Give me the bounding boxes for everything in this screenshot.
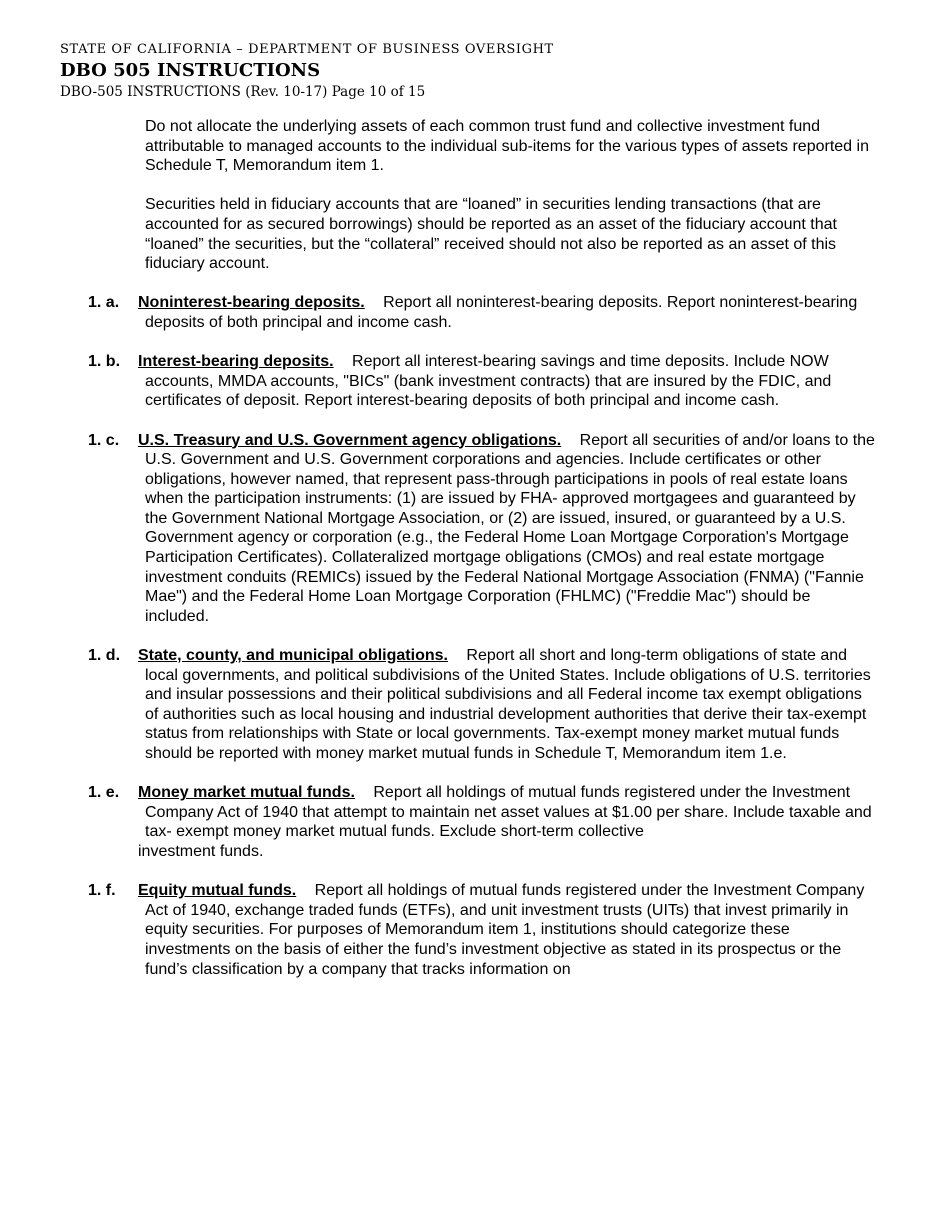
instruction-item-1b bbox=[88, 352, 875, 411]
item-heading: U.S. Treasury and U.S. Government agency obligations. bbox=[138, 431, 562, 449]
item-number: 1. d. bbox=[88, 647, 121, 665]
intro-paragraph: Do not allocate the underlying assets of each common trust fund and collective investment fund attributable to managed accounts to the individual sub-items for the various types of assets reported in Schedule T, Memorandum item 1. bbox=[145, 118, 869, 175]
instructions-body bbox=[0, 117, 950, 999]
item-number: 1. c. bbox=[88, 431, 120, 449]
item-text: Report all noninterest-bearing deposits. Report noninterest-bearing deposits of both principal and income cash. bbox=[145, 294, 858, 331]
item-text-tail: investment funds. bbox=[138, 842, 264, 860]
item-text: Report all interest-bearing savings and time deposits. Include NOW accounts, MMDA accounts, "BICs" (bank investment contracts) that are insured by the FDIC, and certificates of deposit. Report interest-bearing deposits of both principal and income cash. bbox=[145, 353, 832, 410]
item-number: 1. a. bbox=[88, 294, 120, 312]
document-title: DBO 505 INSTRUCTIONS bbox=[60, 60, 321, 81]
item-heading: Money market mutual funds. bbox=[138, 784, 355, 802]
item-heading: Noninterest-bearing deposits. bbox=[138, 294, 365, 312]
agency-name: STATE OF CALIFORNIA – DEPARTMENT OF BUSINESS OVERSIGHT bbox=[60, 42, 554, 57]
item-heading: Interest-bearing deposits. bbox=[138, 353, 334, 371]
page-header bbox=[60, 41, 554, 101]
intro-paragraph: Securities held in fiduciary accounts that are “loaned” in securities lending transactions (that are accounted for as secured borrowings) should be reported as an asset of the fiduciary account that “loaned” the securities, but the “collateral” received should not also be reported as an asset of this fiduciary account. bbox=[145, 196, 837, 273]
instruction-item-1e bbox=[88, 783, 875, 861]
item-heading: Equity mutual funds. bbox=[138, 882, 297, 900]
item-text: Report all holdings of mutual funds registered under the Investment Company Act of 1940 that attempt to maintain net asset values at $1.00 per share. Include taxable and tax- exempt money market mutual funds. Exclude short-term collective bbox=[145, 784, 872, 841]
item-heading: State, county, and municipal obligations. bbox=[138, 647, 448, 665]
item-text: Report all holdings of mutual funds registered under the Investment Company Act of 1940, exchange traded funds (ETFs), and unit investment trusts (UITs) that invest primarily in equity securities. For purposes of Memorandum item 1, institutions should categorize these investments on the basis of either the fund’s investment objective as stated in its prospectus or the fund’s classification by a company that tracks information on bbox=[145, 882, 865, 978]
instruction-item-1a bbox=[88, 293, 875, 332]
instruction-item-1f bbox=[88, 881, 875, 979]
item-text: Report all securities of and/or loans to the U.S. Government and U.S. Government corporations and agencies. Include certificates or other obligations, however named, that represent pass-through participations in pools of real estate loans when the participation instruments: (1) are issued by FHA- approved mortgagees and guaranteed by the Government National Mortgage Association, or (2) are issued, insured, or guaranteed by a U.S. Government agency or corporation (e.g., the Federal Home Loan Mortgage Corporation's Mortgage Participation Certificates). Collateralized mortgage obligations (CMOs) and real estate mortgage investment conduits (REMICs) issued by the Federal National Mortgage Association (FNMA) ("Fannie Mae") and the Federal Home Loan Mortgage Corporation (FHLMC) ("Freddie Mac") should be included. bbox=[145, 431, 875, 625]
item-number: 1. f. bbox=[88, 882, 116, 900]
instruction-item-1c bbox=[88, 431, 875, 627]
item-number: 1. b. bbox=[88, 353, 121, 371]
revision-and-page: DBO-505 INSTRUCTIONS (Rev. 10-17) Page 10 of 15 bbox=[60, 84, 426, 100]
item-text: Report all short and long-term obligations of state and local governments, and political subdivisions of the United States. Include obligations of U.S. territories and insular possessions and their political subdivisions and all Federal income tax exempt obligations of authorities such as local housing and industrial development authorities that derive their tax-exempt status from relationships with State or local governments. Tax-exempt money market mutual funds should be reported with money market mutual funds in Schedule T, Memorandum item 1.e. bbox=[145, 647, 871, 762]
item-number: 1. e. bbox=[88, 784, 120, 802]
instruction-item-1d bbox=[88, 646, 875, 764]
